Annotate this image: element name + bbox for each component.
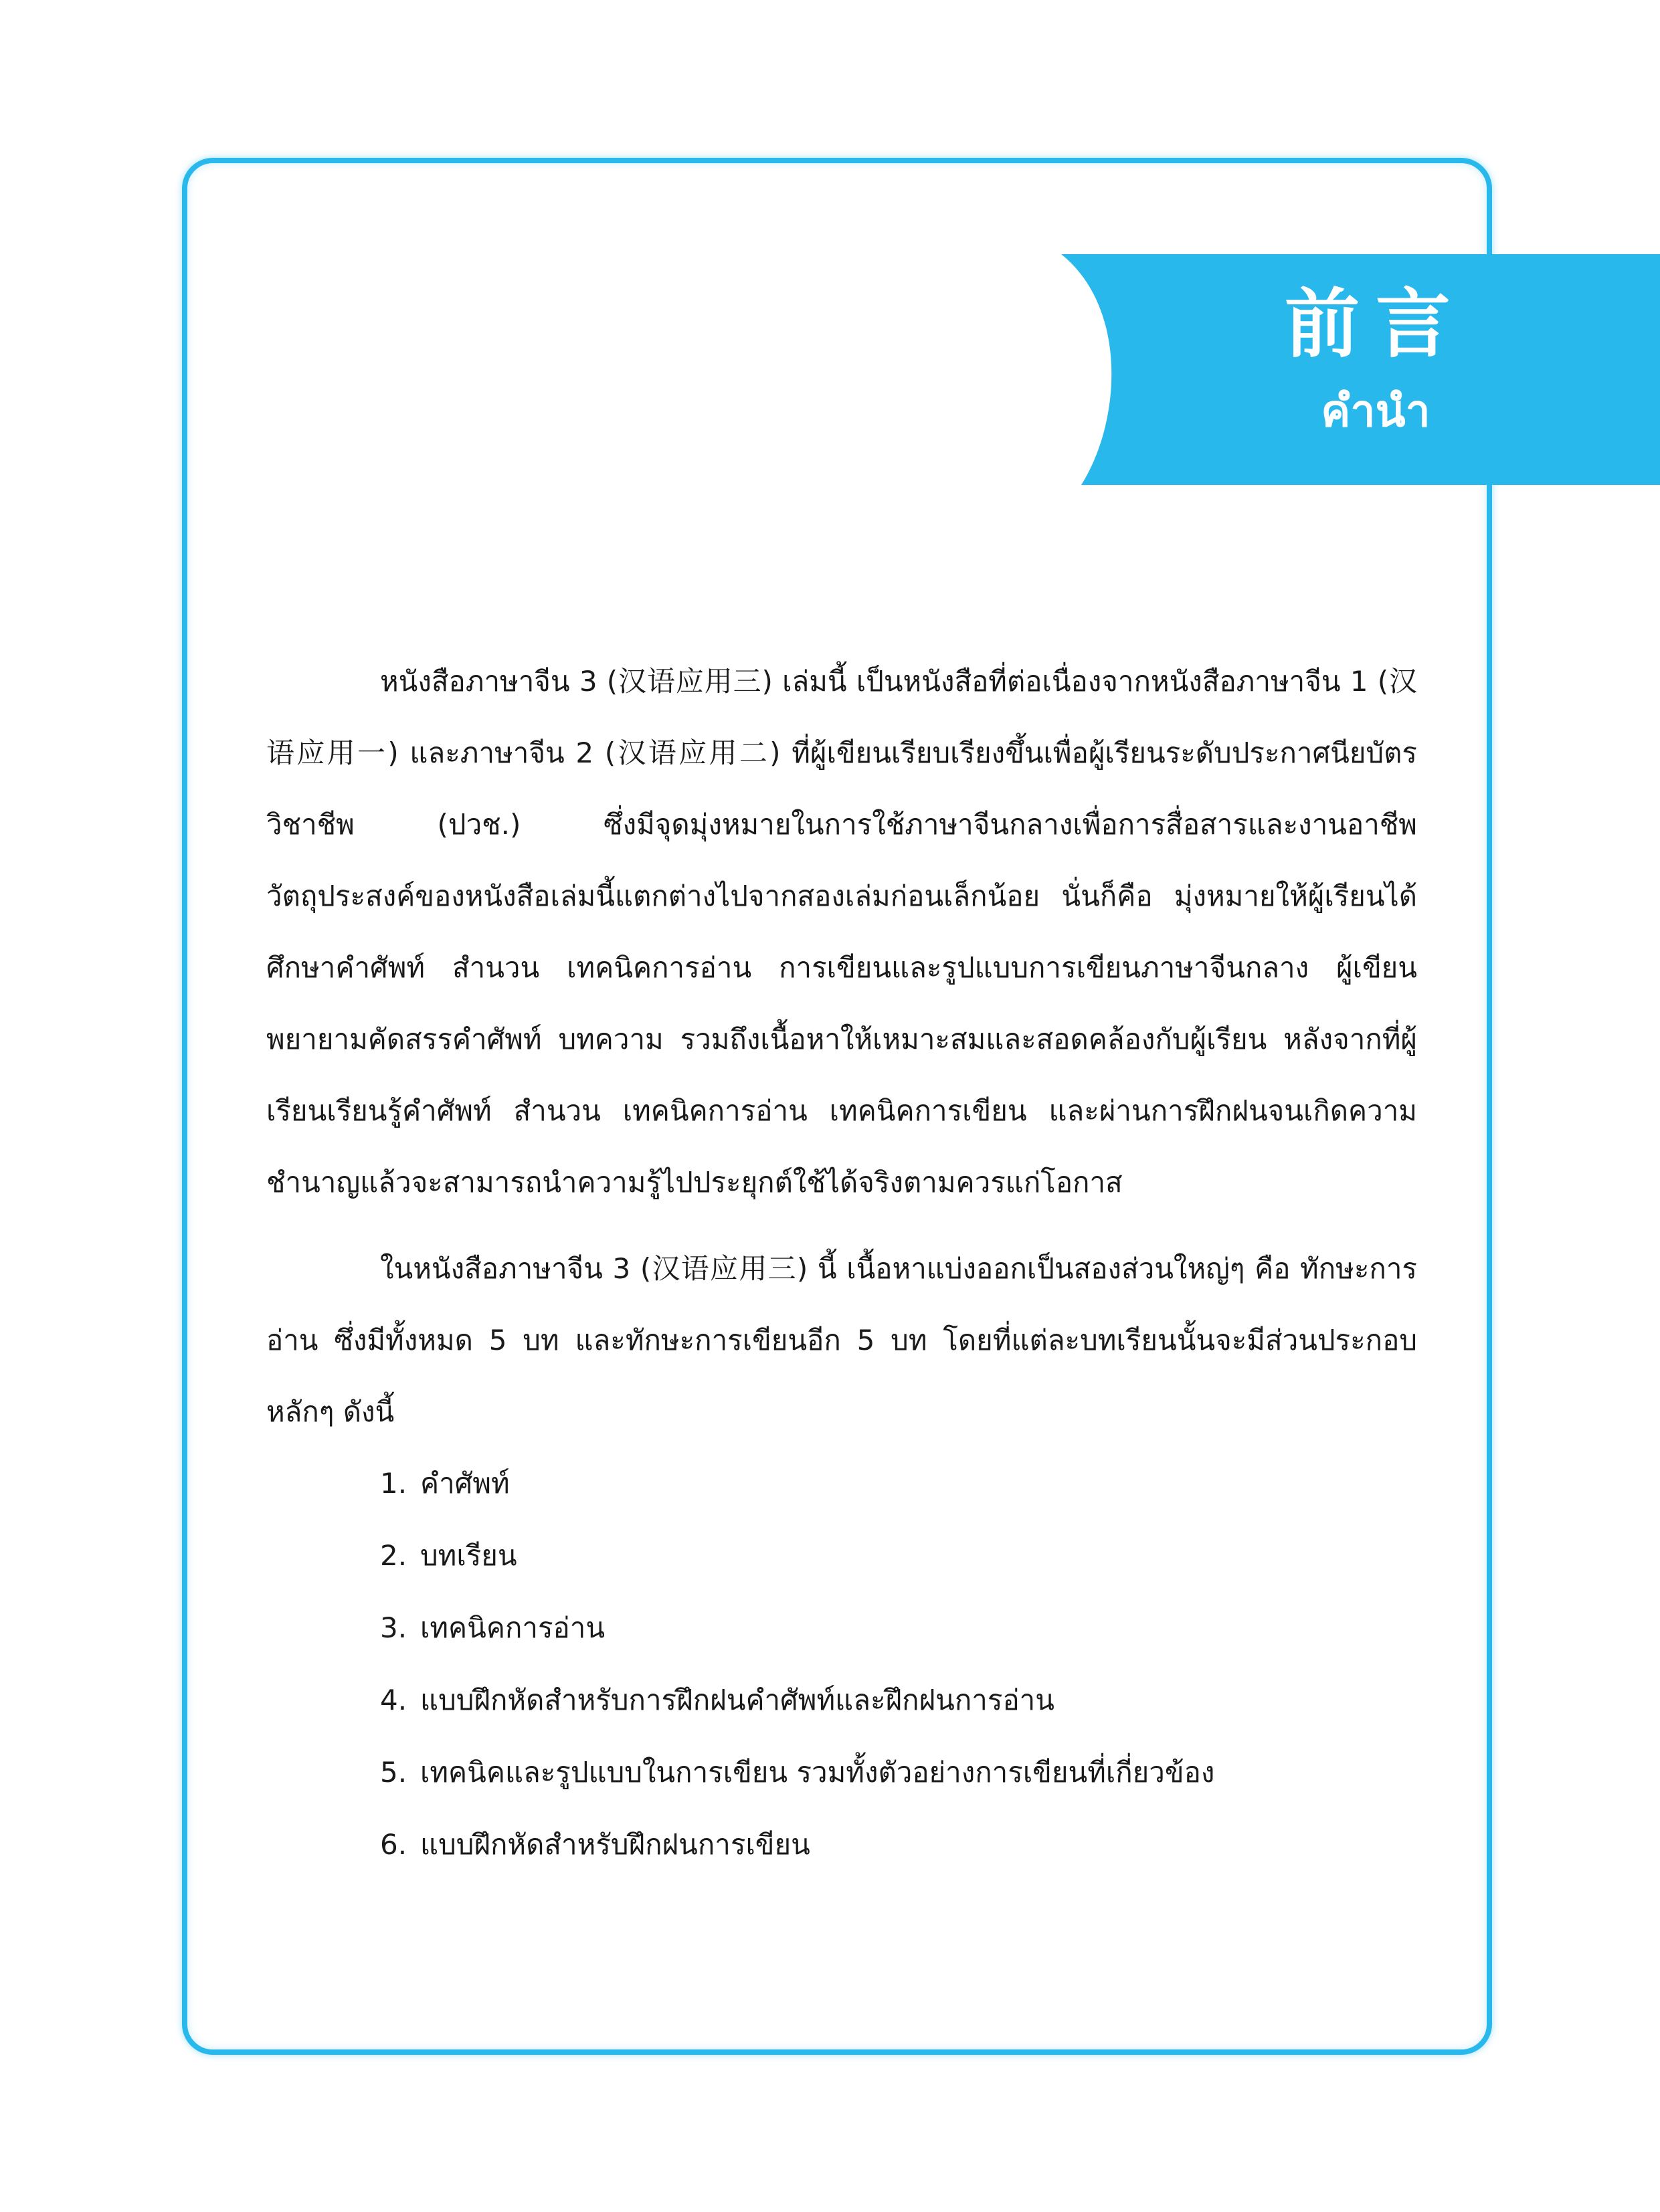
page-title-thai: คำนำ bbox=[1321, 385, 1431, 437]
list-item-text: เทคนิคการอ่าน bbox=[420, 1611, 606, 1644]
list-item-number: 4. bbox=[380, 1684, 407, 1716]
list-item bbox=[380, 1809, 1417, 1881]
list-item-text: บทเรียน bbox=[420, 1539, 517, 1572]
list-item-text: เทคนิคและรูปแบบในการเขียน รวมทั้งตัวอย่างการเขียนที่เกี่ยวข้อง bbox=[420, 1756, 1215, 1789]
title-banner bbox=[1061, 254, 1660, 485]
list-item bbox=[380, 1520, 1417, 1592]
preface-body bbox=[266, 645, 1417, 1881]
page-title-chinese: 前言 bbox=[1285, 280, 1467, 368]
list-item-text: แบบฝึกหัดสำหรับฝึกฝนการเขียน bbox=[420, 1828, 810, 1861]
list-item-number: 5. bbox=[380, 1756, 407, 1789]
component-list bbox=[266, 1447, 1417, 1881]
list-item-number: 2. bbox=[380, 1539, 407, 1572]
list-item bbox=[380, 1664, 1417, 1736]
list-item-number: 6. bbox=[380, 1828, 407, 1861]
paragraph-1: หนังสือภาษาจีน 3 (汉语应用三) เล่มนี้ เป็นหนังสือที่ต่อเนื่องจากหนังสือภาษาจีน 1 (汉语应用一) และภาษาจีน 2 (汉语应用二) ที่ผู้เขียนเรียบเรียงขึ้นเพื่อผู้เรียนระดับประกาศนียบัตรวิชาชีพ (ปวช.) ซึ่งมีจุดมุ่งหมายในการใช้ภาษาจีนกลางเพื่อการสื่อสารและงานอาชีพ วัตถุประสงค์ของหนังสือเล่มนี้แตกต่างไปจากสองเล่มก่อนเล็กน้อย นั่นก็คือ มุ่งหมายให้ผู้เรียนได้ศึกษาคำศัพท์ สำนวน เทคนิคการอ่าน การเขียนและรูปแบบการเขียนภาษาจีนกลาง ผู้เขียนพยายามคัดสรรคำศัพท์ บทความ รวมถึงเนื้อหาให้เหมาะสมและสอดคล้องกับผู้เรียน หลังจากที่ผู้เรียนเรียนรู้คำศัพท์ สำนวน เทคนิคการอ่าน เทคนิคการเขียน และผ่านการฝึกฝนจนเกิดความชำนาญแล้วจะสามารถนำความรู้ไปประยุกต์ใช้ได้จริงตามควรแก่โอกาส bbox=[266, 665, 1417, 1199]
list-item-text: คำศัพท์ bbox=[420, 1467, 510, 1500]
list-item bbox=[380, 1447, 1417, 1520]
list-item-number: 3. bbox=[380, 1611, 407, 1644]
list-item bbox=[380, 1736, 1417, 1809]
list-item bbox=[380, 1592, 1417, 1664]
list-item-number: 1. bbox=[380, 1467, 407, 1500]
list-item-text: แบบฝึกหัดสำหรับการฝึกฝนคำศัพท์และฝึกฝนการอ่าน bbox=[420, 1684, 1054, 1716]
paragraph-2: ในหนังสือภาษาจีน 3 (汉语应用三) นี้ เนื้อหาแบ่งออกเป็นสองส่วนใหญ่ๆ คือ ทักษะการอ่าน ซึ่งมีทั้งหมด 5 บท และทักษะการเขียนอีก 5 บท โดยที่แต่ละบทเรียนนั้นจะมีส่วนประกอบหลักๆ ดังนี้ bbox=[266, 1252, 1417, 1428]
